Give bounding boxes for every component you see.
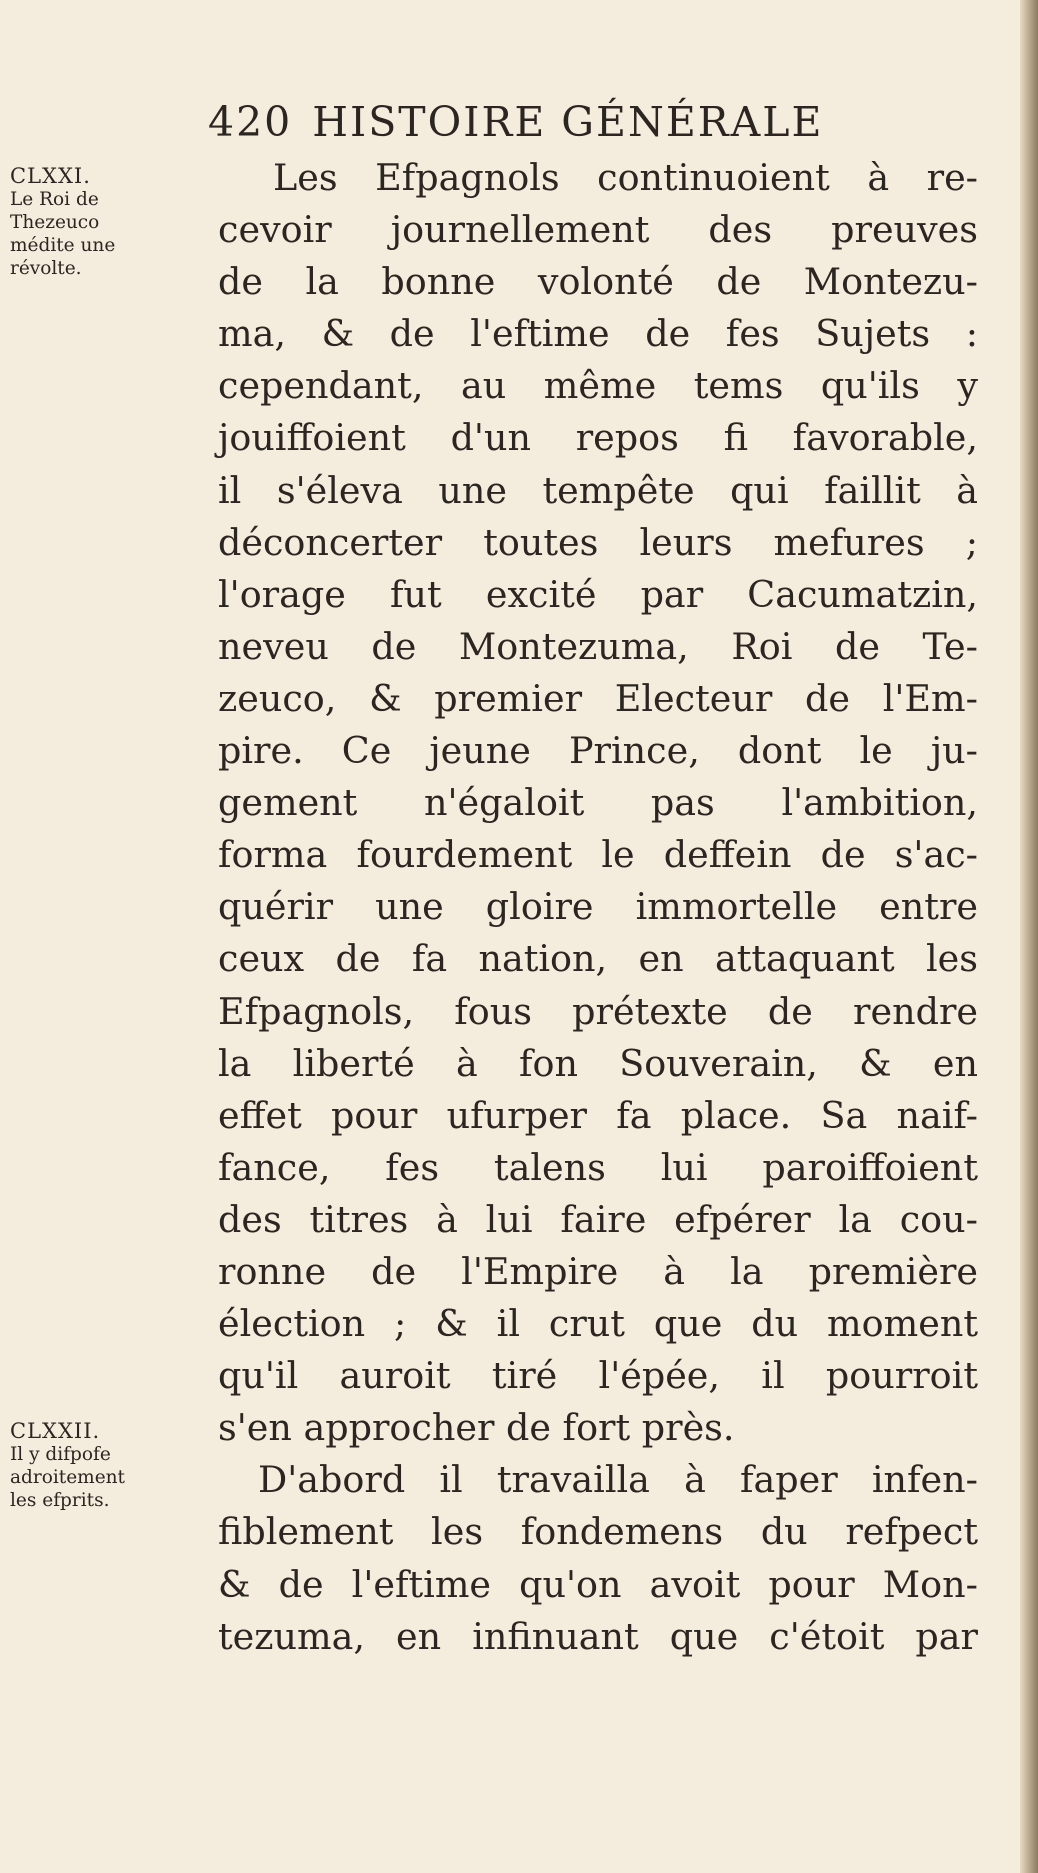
text-line: neveu de Montezuma, Roi de Te- [218, 624, 978, 668]
text-line: l'orage fut excité par Cacumatzin, [218, 572, 978, 616]
text-line: Efpagnols, fous prétexte de rendre [218, 989, 978, 1033]
margin-note-line: Le Roi de [10, 189, 99, 210]
text-line: Les Efpagnols continuoient à re- [273, 156, 978, 199]
text-line: forma fourdement le deffein de s'ac- [218, 833, 978, 877]
text-line: quérir une gloire immortelle entre [218, 885, 978, 929]
page-number: 420 [208, 98, 293, 146]
margin-note-line: Thezeuco [10, 212, 100, 233]
margin-note-number: CLXXII. [10, 1419, 101, 1443]
text-line: ma, & de l'eftime de fes Sujets : [218, 312, 978, 356]
text-line: de la bonne volonté de Montezu- [218, 260, 978, 304]
body-text [218, 152, 978, 1663]
text-line: qu'il auroit tiré l'épée, il pourroit [218, 1354, 978, 1398]
text-line: zeuco, & premier Electeur de l'Em- [218, 676, 978, 720]
text-line: jouiffoient d'un repos fi favorable, [218, 416, 978, 460]
text-line: & de l'eftime qu'on avoit pour Mon- [218, 1562, 978, 1606]
margin-note-line: médite une [10, 235, 116, 256]
margin-note-1 [10, 165, 215, 280]
margin-note-line: adroitement [10, 1467, 125, 1488]
text-line: déconcerter toutes leurs mefures ; [218, 520, 978, 564]
text-line: cependant, au même tems qu'ils y [218, 364, 978, 408]
text-line: s'en approcher de fort près. [218, 1406, 735, 1450]
text-line: ronne de l'Empire à la première [218, 1249, 978, 1293]
text-line: la liberté à fon Souverain, & en [218, 1041, 978, 1085]
text-line: élection ; & il crut que du moment [218, 1302, 978, 1346]
text-line: des titres à lui faire efpérer la cou- [218, 1197, 978, 1241]
margin-note-line: Il y difpofe [10, 1444, 111, 1465]
text-line: cevoir journellement des preuves [218, 208, 978, 252]
text-line: il s'éleva une tempête qui faillit à [218, 468, 978, 512]
running-head [208, 98, 968, 146]
margin-note-2 [10, 1420, 215, 1512]
running-title: HISTOIRE GÉNÉRALE [312, 98, 824, 146]
text-line: D'abord il travailla à faper infen- [258, 1458, 978, 1502]
text-line: fance, fes talens lui paroiffoient [218, 1145, 978, 1189]
margin-note-number: CLXXI. [10, 164, 91, 188]
page-edge-shadow [1020, 0, 1038, 1873]
text-line: fiblement les fondemens du refpect [218, 1510, 978, 1554]
margin-note-line: révolte. [10, 258, 82, 279]
text-line: effet pour ufurper fa place. Sa naif- [218, 1093, 978, 1137]
text-line: gement n'égaloit pas l'ambition, [218, 781, 978, 825]
text-line: pire. Ce jeune Prince, dont le ju- [218, 729, 978, 773]
text-line: tezuma, en infinuant que c'étoit par [218, 1614, 978, 1658]
text-line: ceux de fa nation, en attaquant les [218, 937, 978, 981]
margin-note-line: les efprits. [10, 1490, 110, 1511]
